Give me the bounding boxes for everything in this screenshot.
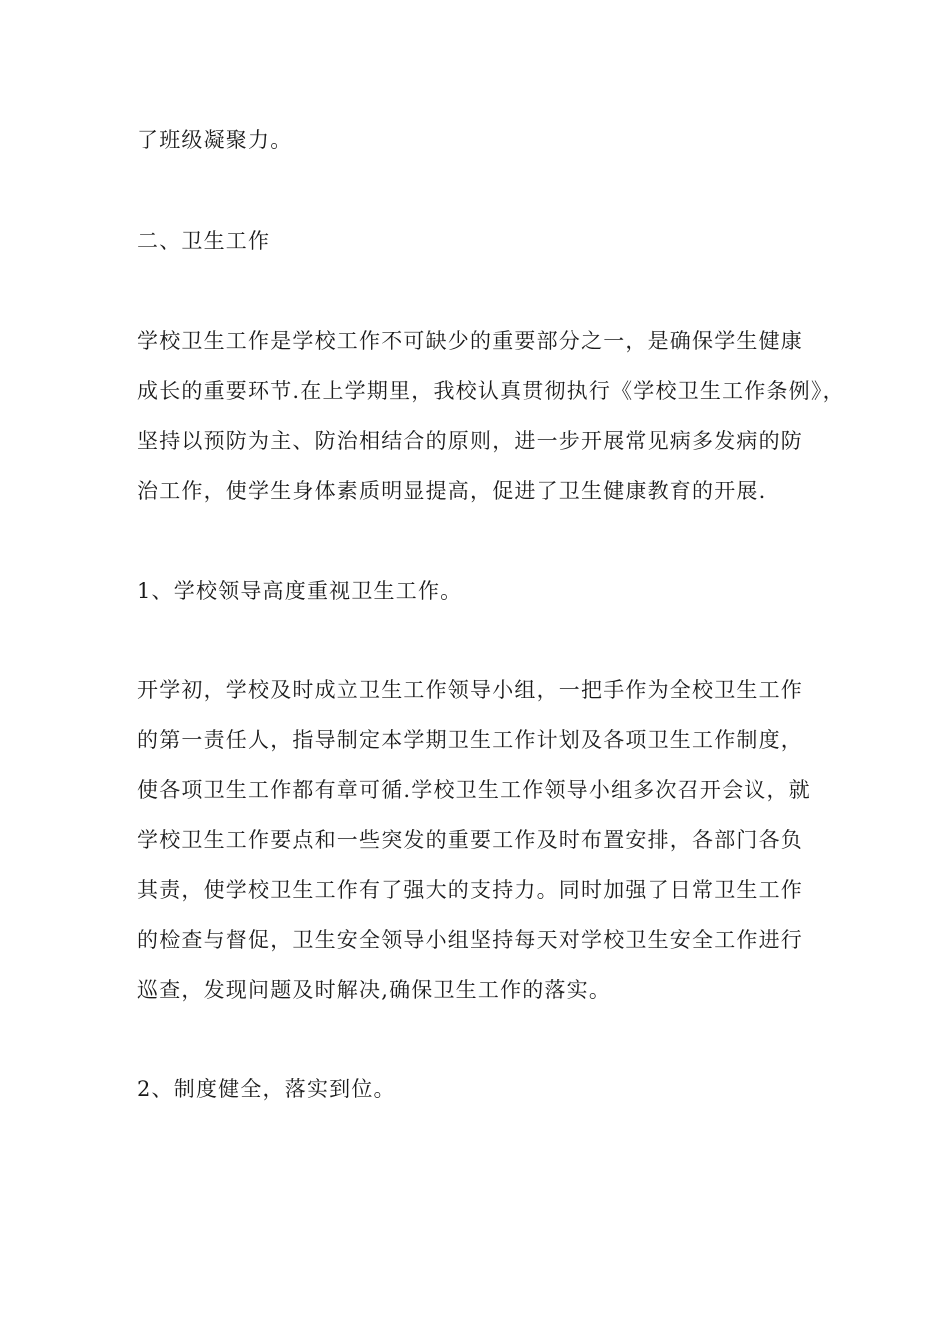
paragraph-line: 学校卫生工作是学校工作不可缺少的重要部分之一，是确保学生健康: [137, 329, 803, 353]
paragraph-line: 治工作，使学生身体素质明显提高，促进了卫生健康教育的开展.: [137, 479, 767, 503]
paragraph-line: 开学初，学校及时成立卫生工作领导小组，一把手作为全校卫生工作: [137, 678, 803, 702]
subsection-heading: 2、制度健全，落实到位。: [137, 1077, 396, 1101]
subsection-heading: 1、学校领导高度重视卫生工作。: [137, 579, 463, 603]
paragraph-line: 了班级凝聚力。: [137, 128, 293, 152]
paragraph-line: 其责，使学校卫生工作有了强大的支持力。同时加强了日常卫生工作: [137, 878, 803, 902]
paragraph-line: 使各项卫生工作都有章可循.学校卫生工作领导小组多次召开会议，就: [137, 778, 811, 802]
paragraph-line: 成长的重要环节.在上学期里，我校认真贯彻执行《学校卫生工作条例》，: [137, 379, 845, 403]
paragraph-line: 坚持以预防为主、防治相结合的原则，进一步开展常见病多发病的防: [137, 429, 803, 453]
paragraph-line: 的检查与督促，卫生安全领导小组坚持每天对学校卫生安全工作进行: [137, 928, 803, 952]
paragraph-line: 巡查，发现问题及时解决,确保卫生工作的落实。: [137, 978, 612, 1002]
paragraph-line: 的第一责任人，指导制定本学期卫生工作计划及各项卫生工作制度，: [137, 728, 803, 752]
paragraph-line: 学校卫生工作要点和一些突发的重要工作及时布置安排，各部门各负: [137, 828, 803, 852]
section-heading: 二、卫生工作: [137, 229, 271, 253]
